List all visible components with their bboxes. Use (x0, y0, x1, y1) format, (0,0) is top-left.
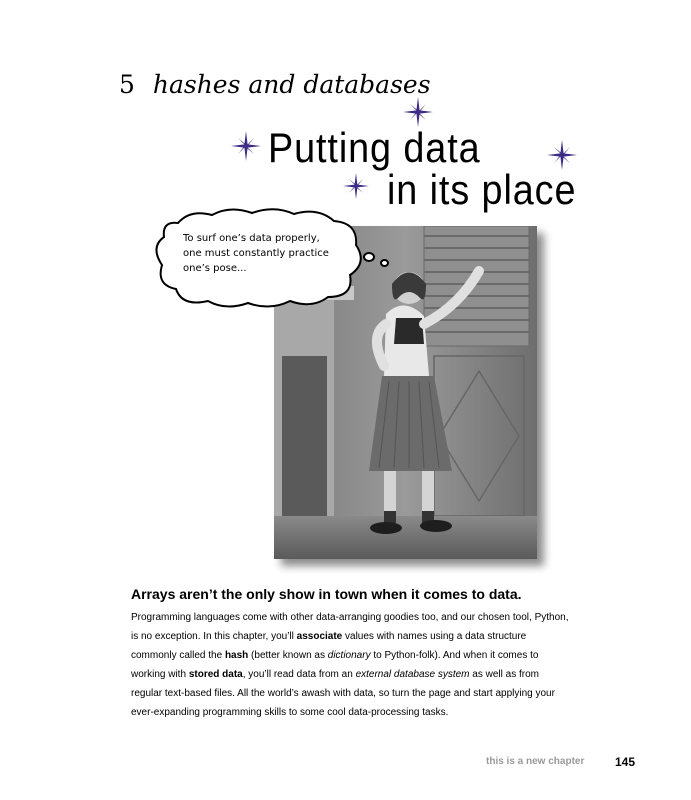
page-title-line-1: Putting data (268, 124, 481, 171)
chapter-title: hashes and databases (152, 70, 431, 99)
footer-note: this is a new chapter (486, 756, 585, 767)
page-title-line-2: in its place (387, 166, 577, 213)
text-run: as well as from regular text-based files. All the world’s awash with data, so turn the page and start applying your ever-expanding programming skills to some cool data-processing tasks. (131, 669, 555, 718)
chapter-heading (119, 70, 431, 99)
bubble-line: one’s pose... (183, 263, 247, 274)
text-run: (better known as (248, 650, 328, 661)
term-stored-data: stored data (188, 669, 243, 680)
thought-dot (380, 259, 389, 267)
text-run: to Python-folk). And when it comes to working with (131, 650, 539, 680)
bubble-line: To surf one’s data properly, (183, 233, 320, 244)
sparkle-star-icon (231, 131, 261, 161)
text-run: Programming languages come with other data-arranging goodies too, and our chosen tool, Python, is no exception. In this chapter, you’ll (131, 612, 569, 642)
intro-text-block (131, 586, 571, 722)
term-hash: hash (224, 650, 249, 661)
page-number: 145 (615, 755, 636, 769)
thought-dot (363, 252, 375, 262)
term-associate: associate (296, 631, 343, 642)
thought-bubble-text (183, 231, 343, 276)
term-external-db: external database system (355, 669, 470, 680)
text-run: , you’ll read data from an (242, 669, 356, 680)
sparkle-star-icon (343, 173, 369, 199)
bubble-line: one must constantly practice (183, 248, 329, 259)
sparkle-star-icon (403, 97, 433, 127)
chapter-number: 5 (119, 70, 135, 99)
text-run: values with names using a data structure commonly called the (131, 631, 527, 661)
term-dictionary: dictionary (327, 650, 371, 661)
intro-headline: Arrays aren’t the only show in town when it comes to data. (131, 586, 522, 602)
intro-paragraph (131, 608, 571, 722)
